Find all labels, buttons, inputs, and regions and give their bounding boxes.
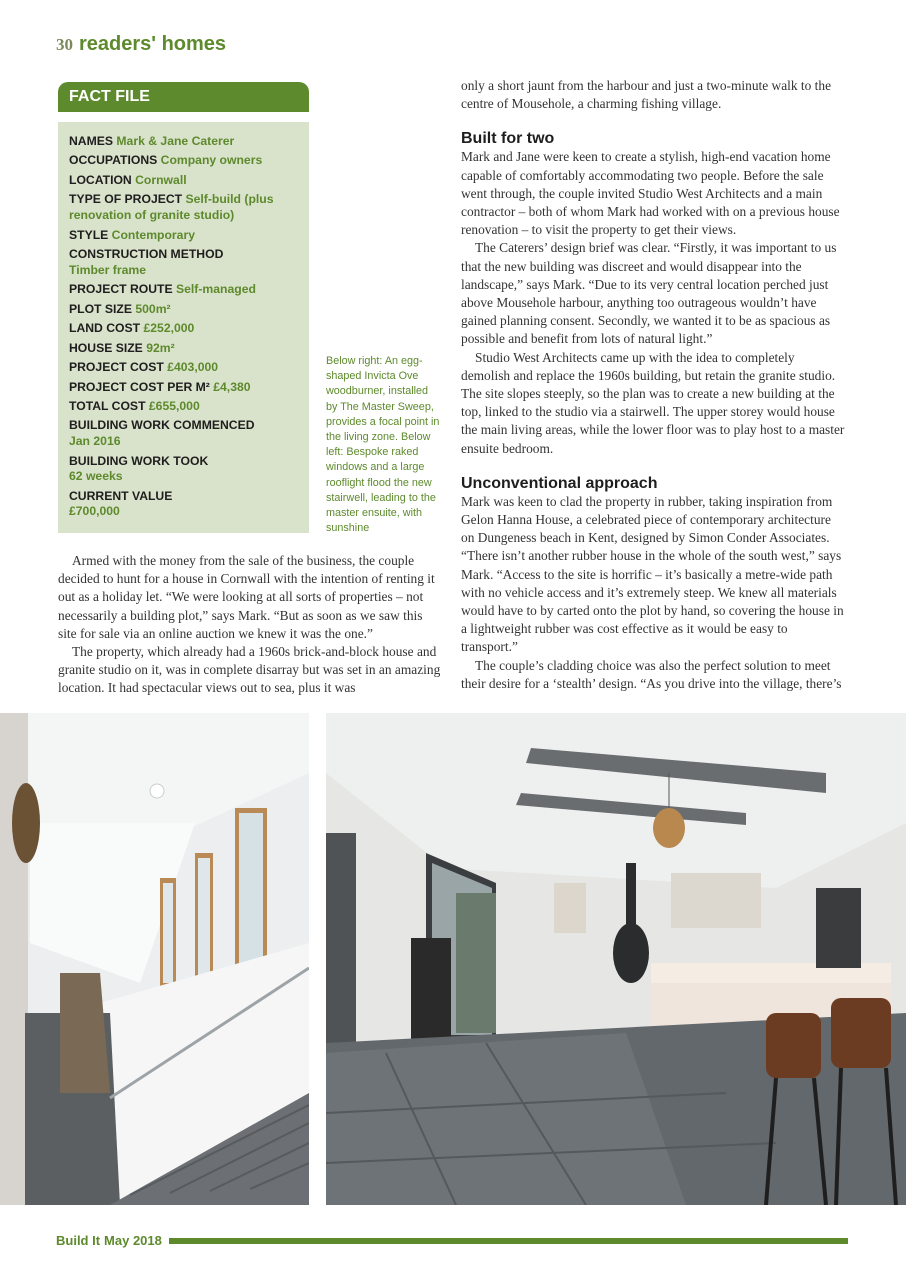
fact-row xyxy=(69,380,298,396)
living-room-illustration xyxy=(326,713,906,1205)
page-header xyxy=(56,33,226,56)
fact-row xyxy=(69,153,298,169)
fact-file-box xyxy=(58,122,309,533)
body-paragraph: only a short jaunt from the harbour and just a two-minute walk to the centre of Mousehole, a charming fishing village. xyxy=(461,78,832,112)
fact-label: STYLE xyxy=(69,227,109,242)
fact-row xyxy=(69,341,298,357)
footer-date: May 2018 xyxy=(104,1233,162,1248)
fact-file-title: FACT FILE xyxy=(58,82,309,112)
body-paragraph: Studio West Architects came up with the idea to completely demolish and replace the 1960s building, but retain the granite studio. The site slopes steeply, so the plan was to create a new building at the top, linked to the studio via a stairwell. The upper storey would house the main living areas, while the lower floor was to play host to a master ensuite bedroom. xyxy=(461,349,845,456)
fact-value: Company owners xyxy=(160,153,263,168)
fact-row xyxy=(69,399,298,415)
body-paragraph: Mark was keen to clad the property in rubber, taking inspiration from Gelon Hanna House, a celebrated piece of contemporary architecture on Dungeness beach in Kent, designed by Simon Conder Associates. “There isn’t another rubber house in the whole of the south west,” says Mark. “Access to the site is horrific – it’s basically a metre-wide path with no vehicle access and it’s extremely steep. We knew all materials would have to by carted onto the plot by hand, so covering the house in a lightweight rubber was cost effective as it would be easy to transport.” xyxy=(461,493,844,655)
fact-row xyxy=(69,282,298,298)
fact-row xyxy=(69,321,298,337)
fact-value: Timber frame xyxy=(69,262,146,277)
fact-label: OCCUPATIONS xyxy=(69,153,158,168)
body-paragraph: Armed with the money from the sale of the business, the couple decided to hunt for a house in Cornwall with the intention of renting it out as a holiday let. “We were looking at all sorts of properties – not necessarily a building plot,” says Mark. “But as soon as we saw this site for sale via an online auction we knew it was the one.” xyxy=(58,553,435,641)
fact-row xyxy=(69,134,298,150)
fact-row xyxy=(69,489,298,520)
fact-row xyxy=(69,247,298,278)
page-number: 30 xyxy=(56,35,73,54)
photo-caption: Below right: An egg-shaped Invicta Ove woodburner, installed by The Master Sweep, provides a focal point in the living zone. Below left: Bespoke raked windows and a large rooflight flood the new stairwell, leading to the master ensuite, with sunshine xyxy=(326,355,440,535)
body-paragraph: The couple’s cladding choice was also the perfect solution to meet their desire for a ‘stealth’ design. “As you drive into the village, there’s xyxy=(461,657,842,691)
fact-label: LOCATION xyxy=(69,172,132,187)
section-title: readers' homes xyxy=(79,33,227,55)
left-column xyxy=(58,552,444,698)
fact-value: £403,000 xyxy=(167,360,219,375)
fact-value: £655,000 xyxy=(148,399,200,413)
fact-row xyxy=(69,192,298,223)
fact-row xyxy=(69,302,298,318)
fact-value: £700,000 xyxy=(69,504,120,519)
fact-row xyxy=(69,454,298,485)
body-paragraph: The Caterers’ design brief was clear. “Firstly, it was important to us that the new building was discreet and would disappear into the landscape,” says Mark. “Due to its very central location perched just above Mousehole harbour, anything too outrageous wouldn’t have gained planning consent. Secondly, we wanted it to be as spacious as possible and benefit from lots of natural light.” xyxy=(461,240,837,347)
fact-row xyxy=(69,418,298,449)
fact-value: Jan 2016 xyxy=(69,434,121,449)
fact-label: TOTAL COST xyxy=(69,399,146,413)
subheading-built-for-two: Built for two xyxy=(461,130,555,148)
footer-brand: Build It xyxy=(56,1233,101,1248)
fact-value: £4,380 xyxy=(213,379,251,394)
fact-row xyxy=(69,173,298,189)
fact-label: PROJECT COST PER M² xyxy=(69,379,210,394)
fact-label: PROJECT COST xyxy=(69,360,164,375)
fact-value: 62 weeks xyxy=(69,469,123,484)
right-column xyxy=(461,77,846,693)
body-paragraph: The property, which already had a 1960s brick-and-block house and granite studio on it, was in complete disarray but was set in an amazing location. It had spectacular views out to sea, plus it was xyxy=(58,644,441,696)
subheading-unconventional-approach: Unconventional approach xyxy=(461,474,658,492)
page-footer xyxy=(56,1233,848,1248)
body-paragraph: Mark and Jane were keen to create a stylish, high-end vacation home capable of comfortably accommodating two people. Before the sale went through, the couple invited Studio West Architects and a main contractor – both of whom Mark had worked with on a previous house renovation – to visit the property to get their views. xyxy=(461,149,840,238)
footer-rule xyxy=(169,1238,848,1244)
fact-row xyxy=(69,228,298,244)
fact-value: 500m² xyxy=(135,301,171,316)
fact-label: BUILDING WORK COMMENCED xyxy=(69,418,255,433)
fact-value: Self-build (plus renovation of granite studio) xyxy=(69,192,274,223)
fact-label: CURRENT VALUE xyxy=(69,488,173,503)
fact-value: 92m² xyxy=(146,340,175,355)
stairwell-photo xyxy=(0,713,309,1205)
fact-label: PROJECT ROUTE xyxy=(69,282,173,297)
fact-value: Cornwall xyxy=(135,172,187,187)
fact-value: £252,000 xyxy=(143,321,195,336)
fact-label: HOUSE SIZE xyxy=(69,340,143,355)
living-room-photo xyxy=(326,713,906,1205)
fact-label: PLOT SIZE xyxy=(69,301,132,316)
stairwell-illustration xyxy=(0,713,309,1205)
fact-value: Contemporary xyxy=(111,227,195,242)
fact-value: Mark & Jane Caterer xyxy=(116,134,235,148)
fact-label: NAMES xyxy=(69,134,114,148)
fact-label: TYPE OF PROJECT xyxy=(69,192,183,207)
fact-label: CONSTRUCTION METHOD xyxy=(69,247,224,262)
fact-label: BUILDING WORK TOOK xyxy=(69,453,209,468)
fact-label: LAND COST xyxy=(69,321,141,336)
fact-value: Self-managed xyxy=(176,282,256,297)
fact-row xyxy=(69,360,298,376)
